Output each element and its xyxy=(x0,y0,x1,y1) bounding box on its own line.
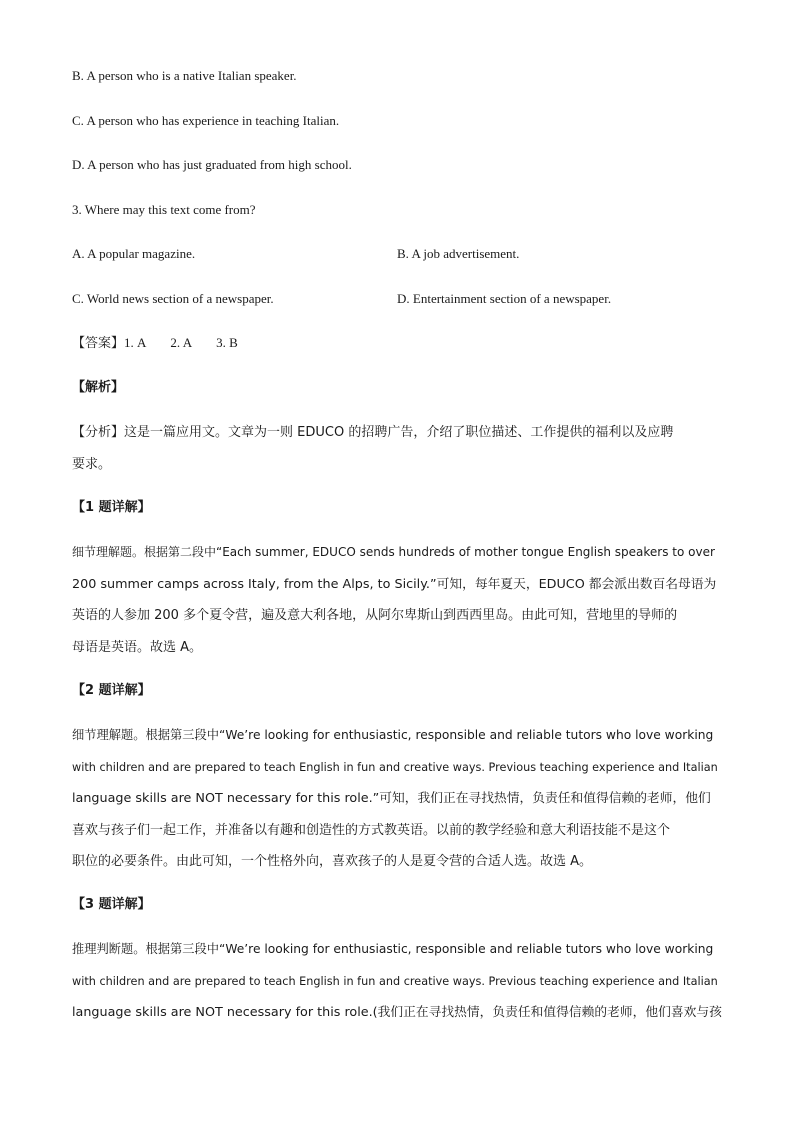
paragraph-line: language skills are NOT necessary for this role.(我们正在寻找热情，负责任和值得信赖的老师，他们喜欢与孩 xyxy=(72,1005,722,1020)
detail1-paragraph xyxy=(72,537,722,663)
answer-item: 1. A xyxy=(124,335,147,350)
paragraph-line: 细节理解题。根据第二段中“Each summer, EDUCO sends hundreds of mother tongue English speakers to over xyxy=(72,545,715,559)
paragraph-line: 要求。 xyxy=(72,456,112,472)
paragraph-line: 推理判断题。根据第三段中“We’re looking for enthusiastic, responsible and reliable tutors who love working xyxy=(72,942,714,956)
detail3-heading: 【3 题详解】 xyxy=(72,897,151,912)
detail1-heading: 【1 题详解】 xyxy=(72,500,151,515)
detail2-heading: 【2 题详解】 xyxy=(72,683,151,698)
q3-option-c: C. World news section of a newspaper. xyxy=(72,291,274,306)
paragraph-line: with children and are prepared to teach English in fun and creative ways. Previous teaching experience and Italian xyxy=(72,974,718,988)
paragraph-line: language skills are NOT necessary for this role.”可知，我们正在寻找热情，负责任和值得信赖的老师，他们 xyxy=(72,791,711,806)
q2-option-d: D. A person who has just graduated from high school. xyxy=(72,157,352,172)
q3-option-d: D. Entertainment section of a newspaper. xyxy=(397,291,612,306)
answer-item: 2. A xyxy=(170,335,193,350)
paragraph-line: 细节理解题。根据第三段中“We’re looking for enthusiastic, responsible and reliable tutors who love working xyxy=(72,728,714,742)
paragraph-line: 英语的人参加 200 多个夏令营，遍及意大利各地，从阿尔卑斯山到西西里岛。由此可知，营地里的导师的 xyxy=(72,608,678,623)
q2-option-b: B. A person who is a native Italian speaker. xyxy=(72,68,297,83)
paragraph-line: 喜欢与孩子们一起工作，并准备以有趣和创造性的方式教英语。以前的教学经验和意大利语技能不是这个 xyxy=(72,822,671,838)
paragraph-line: with children and are prepared to teach English in fun and creative ways. Previous teaching experience and Italian xyxy=(72,760,718,774)
analysis-paragraph xyxy=(72,417,722,480)
answer-item: 3. B xyxy=(216,335,238,350)
answer-row xyxy=(72,334,238,353)
detail3-paragraph xyxy=(72,934,722,1029)
paragraph-line: 母语是英语。故选 A。 xyxy=(72,639,203,655)
answer-label: 【答案】 xyxy=(72,336,125,351)
q3-option-b: B. A job advertisement. xyxy=(397,246,520,261)
q3-question: 3. Where may this text come from? xyxy=(72,202,256,217)
q3-option-a: A. A popular magazine. xyxy=(72,246,196,261)
analysis-heading: 【解析】 xyxy=(72,380,125,395)
paragraph-line: 职位的必要条件。由此可知，一个性格外向，喜欢孩子的人是夏令营的合适人选。故选 A。 xyxy=(72,854,593,869)
paragraph-line: 200 summer camps across Italy, from the Alps, to Sicily.”可知，每年夏天，EDUCO 都会派出数百名母语为 xyxy=(72,576,717,592)
paragraph-line: 【分析】这是一篇应用文。文章为一则 EDUCO 的招聘广告，介绍了职位描述、工作提供的福利以及应聘 xyxy=(72,425,674,440)
q2-option-c: C. A person who has experience in teaching Italian. xyxy=(72,113,340,128)
detail2-paragraph xyxy=(72,720,722,878)
